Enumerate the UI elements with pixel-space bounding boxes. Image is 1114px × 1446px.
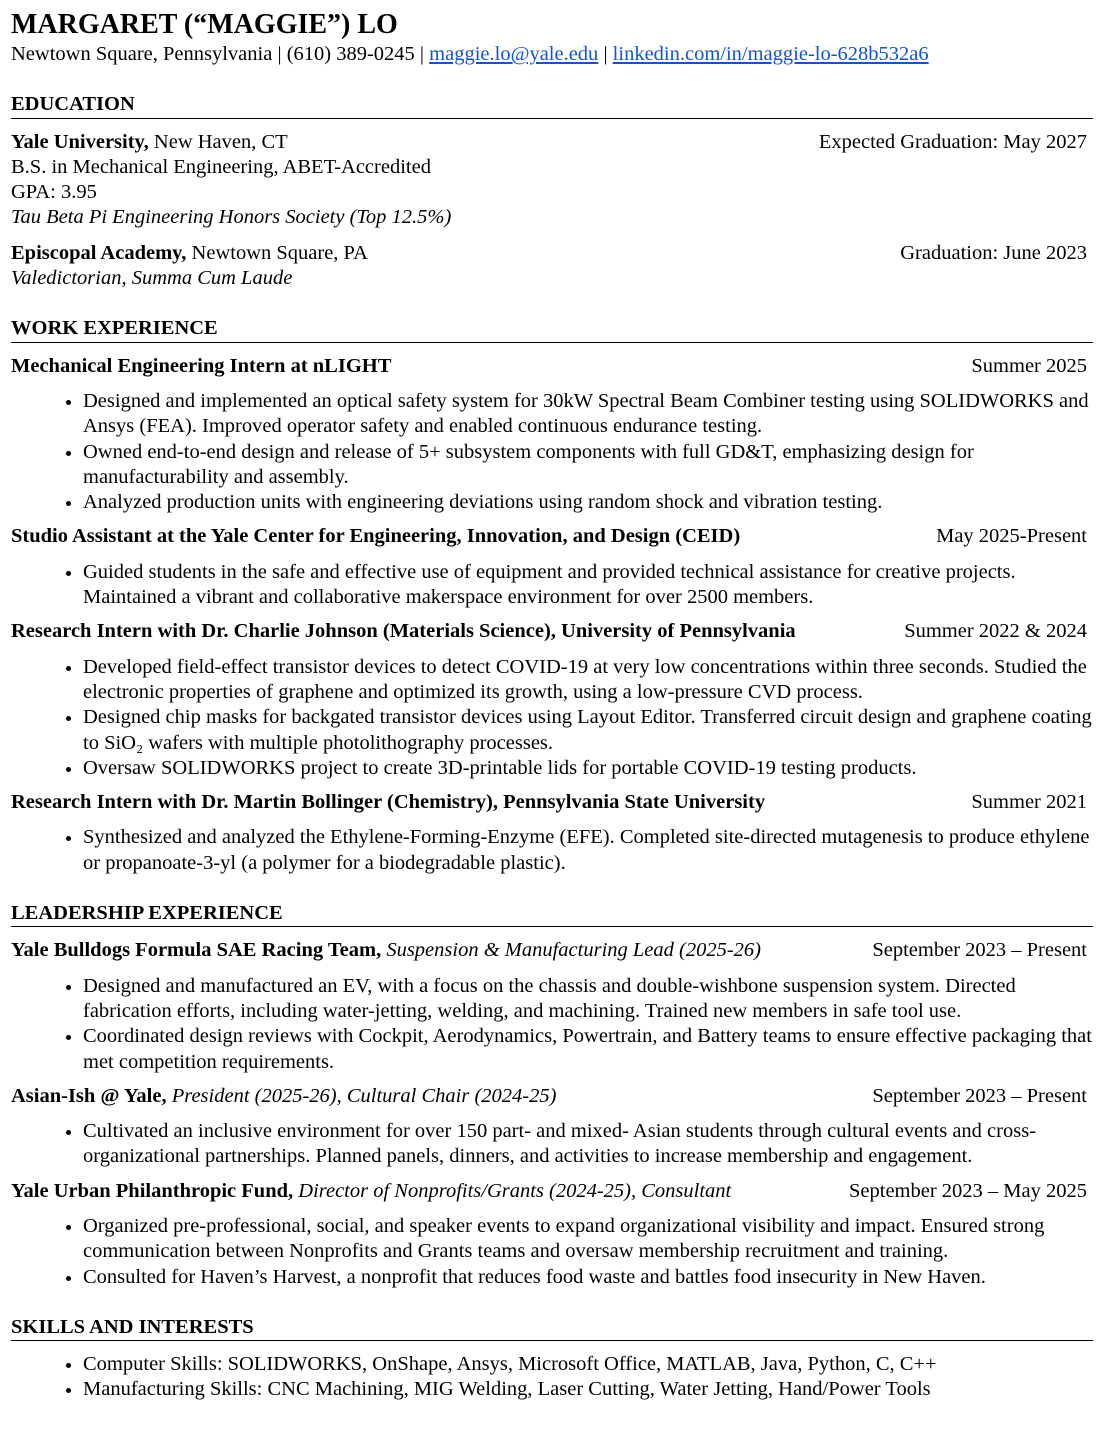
bullet-item: • Designed chip masks for backgated transistor devices using Layout Editor. Transferred circuit design and graphene coating to SiO₂ wafers with multiple photolithography processes. bbox=[83, 705, 1093, 756]
bullet-item: • Guided students in the safe and effective use of equipment and provided technical assistance for creative projects. Maintained a vibrant and collaborative makerspace environment for over 2500 members. bbox=[83, 560, 1093, 611]
candidate-name: MARGARET (“MAGGIE”) LO bbox=[11, 9, 398, 40]
entry-header bbox=[11, 938, 1093, 963]
phone: (610) 389-0245 bbox=[286, 43, 415, 65]
bullet-item: • Cultivated an inclusive environment for over 150 part- and mixed- Asian students through cultural events and cross-organizational partnerships. Planned panels, dinners, and activities to increase membership and engagement. bbox=[83, 1119, 1093, 1170]
entry-role: President (2025-26), Cultural Chair (2024-25) bbox=[171, 1084, 557, 1107]
section-leadership-experience bbox=[11, 901, 1093, 1290]
resume-entry bbox=[11, 1084, 1093, 1170]
separator: | bbox=[598, 43, 613, 65]
entry-date: Summer 2021 bbox=[971, 791, 1087, 814]
resume-sections bbox=[11, 92, 1093, 1402]
entry-header bbox=[11, 241, 1093, 266]
entry-org: Episcopal Academy, bbox=[11, 241, 187, 264]
entry-header bbox=[11, 524, 1093, 549]
entry-title bbox=[11, 1084, 556, 1109]
bullet-list bbox=[11, 1119, 1093, 1170]
entry-detail: Tau Beta Pi Engineering Honors Society (Top 12.5%) bbox=[11, 206, 452, 229]
resume-entry bbox=[11, 354, 1093, 516]
entry-date: Summer 2022 & 2024 bbox=[904, 620, 1087, 643]
entry-org: Research Intern with Dr. Martin Bollinger (Chemistry), Pennsylvania State University bbox=[11, 791, 766, 814]
bullet-item: • Computer Skills: SOLIDWORKS, OnShape, Ansys, Microsoft Office, MATLAB, Java, Python, C, C++ bbox=[83, 1352, 1093, 1377]
section-skills-and-interests bbox=[11, 1315, 1093, 1403]
entry-title bbox=[11, 241, 368, 266]
entry-title bbox=[11, 790, 765, 815]
entry-date: Summer 2025 bbox=[971, 354, 1087, 377]
bullet-item: • Oversaw SOLIDWORKS project to create 3D-printable lids for portable COVID-19 testing products. bbox=[83, 756, 1093, 781]
bullet-item: • Owned end-to-end design and release of 5+ subsystem components with full GD&T, emphasizing design for manufacturability and assembly. bbox=[83, 440, 1093, 491]
entry-date: September 2023 – May 2025 bbox=[849, 1179, 1087, 1202]
contact-line bbox=[11, 42, 1093, 67]
section-title: LEADERSHIP EXPERIENCE bbox=[11, 901, 1093, 927]
resume-entry bbox=[11, 130, 1093, 231]
section-title: WORK EXPERIENCE bbox=[11, 316, 1093, 342]
entry-title bbox=[11, 1179, 731, 1204]
entry-detail: Valedictorian, Summa Cum Laude bbox=[11, 267, 293, 290]
entry-detail: GPA: 3.95 bbox=[11, 181, 97, 204]
entry-location: Newtown Square, PA bbox=[186, 241, 368, 264]
entry-title bbox=[11, 938, 761, 963]
entry-detail: B.S. in Mechanical Engineering, ABET-Accredited bbox=[11, 155, 431, 178]
bullet-item: • Analyzed production units with engineering deviations using random shock and vibration testing. bbox=[83, 490, 1093, 515]
bullet-item: • Coordinated design reviews with Cockpit, Aerodynamics, Powertrain, and Battery teams to ensure effective packaging that met competition requirements. bbox=[83, 1024, 1093, 1075]
entry-header bbox=[11, 790, 1093, 815]
entry-org: Yale Urban Philanthropic Fund, bbox=[11, 1179, 294, 1202]
linkedin-link[interactable]: linkedin.com/in/maggie-lo-628b532a6 bbox=[612, 43, 929, 65]
entry-org: Mechanical Engineering Intern at nLIGHT bbox=[11, 354, 392, 377]
entry-date: September 2023 – Present bbox=[872, 939, 1087, 962]
section-education bbox=[11, 92, 1093, 291]
entry-org: Research Intern with Dr. Charlie Johnson (Materials Science), University of Pennsylvania bbox=[11, 620, 796, 643]
separator: | bbox=[414, 43, 430, 65]
entry-header bbox=[11, 619, 1093, 644]
resume-entry bbox=[11, 790, 1093, 876]
resume-entry bbox=[11, 938, 1093, 1074]
location: Newtown Square, Pennsylvania bbox=[11, 43, 273, 65]
bullet-list bbox=[11, 825, 1093, 876]
resume-entry bbox=[11, 1352, 1093, 1403]
section-title: SKILLS AND INTERESTS bbox=[11, 1315, 1093, 1341]
bullet-list bbox=[11, 974, 1093, 1075]
section-work-experience bbox=[11, 316, 1093, 876]
bullet-list bbox=[11, 1214, 1093, 1290]
email-link[interactable]: maggie.lo@yale.edu bbox=[429, 43, 599, 65]
entry-title bbox=[11, 524, 740, 549]
entry-title bbox=[11, 130, 288, 155]
entry-location: New Haven, CT bbox=[148, 130, 288, 153]
entry-title bbox=[11, 354, 391, 379]
entry-date: Graduation: June 2023 bbox=[900, 241, 1087, 264]
entry-org: Studio Assistant at the Yale Center for Engineering, Innovation, and Design (CEID) bbox=[11, 525, 741, 548]
entry-header bbox=[11, 1179, 1093, 1204]
bullet-item: • Designed and implemented an optical safety system for 30kW Spectral Beam Combiner testing using SOLIDWORKS and Ansys (FEA). Improved operator safety and enabled continuous endurance testing. bbox=[83, 389, 1093, 440]
entry-org: Asian-Ish @ Yale, bbox=[11, 1084, 167, 1107]
entry-role: Director of Nonprofits/Grants (2024-25), Consultant bbox=[298, 1179, 732, 1202]
entry-header bbox=[11, 130, 1093, 155]
resume-entry bbox=[11, 1179, 1093, 1290]
section-title: EDUCATION bbox=[11, 92, 1093, 118]
resume-entry bbox=[11, 241, 1093, 292]
bullet-item: • Manufacturing Skills: CNC Machining, MIG Welding, Laser Cutting, Water Jetting, Hand/Power Tools bbox=[83, 1377, 1093, 1402]
bullet-item: • Synthesized and analyzed the Ethylene-Forming-Enzyme (EFE). Completed site-directed mutagenesis to produce ethylene or propanoate-3-yl (a polymer for a biodegradable plastic). bbox=[83, 825, 1093, 876]
bullet-item: • Consulted for Haven’s Harvest, a nonprofit that reduces food waste and battles food insecurity in New Haven. bbox=[83, 1265, 1093, 1290]
separator: | bbox=[272, 43, 287, 65]
entry-role: Suspension & Manufacturing Lead (2025-26) bbox=[386, 939, 761, 962]
entry-header bbox=[11, 354, 1093, 379]
bullet-item: • Organized pre-professional, social, and speaker events to expand organizational visibility and impact. Ensured strong communication between Nonprofits and Grants teams and oversaw membership recruitment and training. bbox=[83, 1214, 1093, 1265]
bullet-item: • Designed and manufactured an EV, with a focus on the chassis and double-wishbone suspension system. Directed fabrication efforts, including water-jetting, welding, and machining. Trained new members in safe tool use. bbox=[83, 974, 1093, 1025]
entry-date: September 2023 – Present bbox=[872, 1084, 1087, 1107]
bullet-list bbox=[11, 389, 1093, 515]
entry-title bbox=[11, 619, 796, 644]
entry-date: Expected Graduation: May 2027 bbox=[818, 130, 1087, 153]
resume-page bbox=[11, 8, 1093, 1413]
bullet-list bbox=[11, 560, 1093, 611]
entry-org: Yale Bulldogs Formula SAE Racing Team, bbox=[11, 939, 382, 962]
entry-org: Yale University, bbox=[11, 130, 149, 153]
bullet-list bbox=[11, 655, 1093, 781]
resume-entry bbox=[11, 524, 1093, 610]
bullet-list bbox=[11, 1352, 1093, 1403]
resume-entry bbox=[11, 619, 1093, 781]
entry-date: May 2025-Present bbox=[936, 525, 1087, 548]
entry-header bbox=[11, 1084, 1093, 1109]
bullet-item: • Developed field-effect transistor devices to detect COVID-19 at very low concentrations within three seconds. Studied the electronic properties of graphene and optimized its growth, using a low-pressure CVD process. bbox=[83, 655, 1093, 706]
